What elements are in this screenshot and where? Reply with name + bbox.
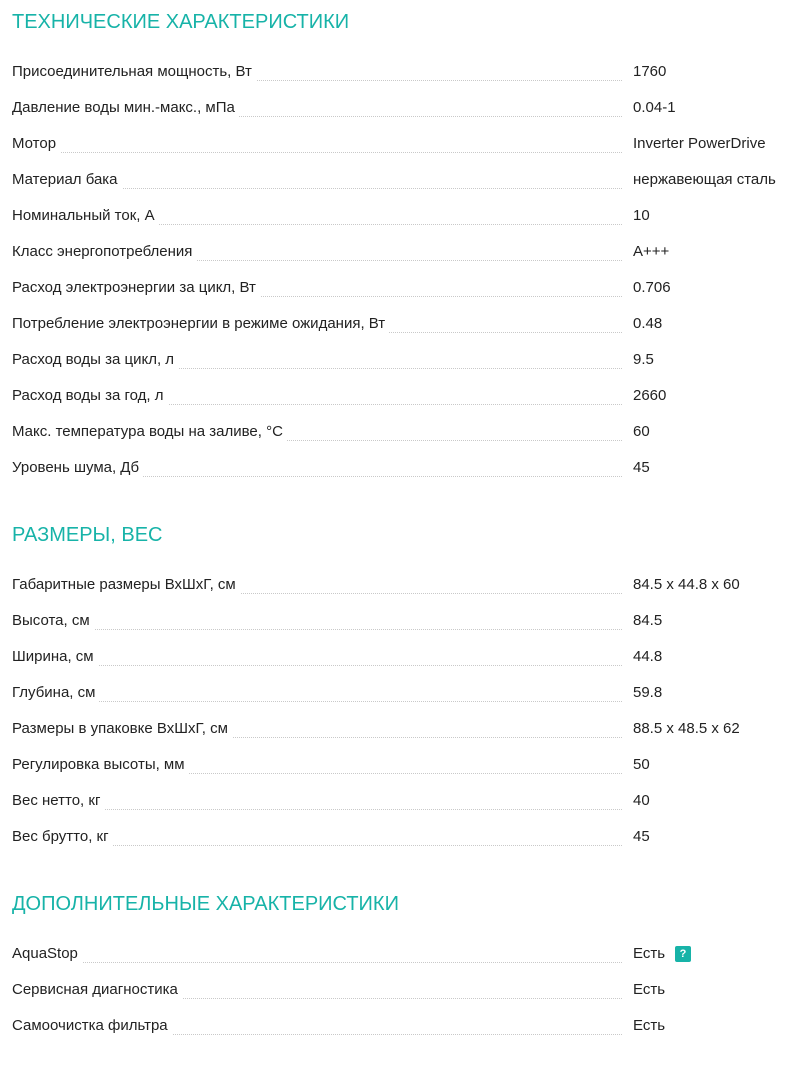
spec-name: Расход воды за год, л [12, 387, 168, 405]
help-icon[interactable]: ? [675, 946, 691, 962]
spec-value: 60 [633, 423, 650, 440]
dotted-leader [12, 152, 622, 153]
section-title-technical: ТЕХНИЧЕСКИЕ ХАРАКТЕРИСТИКИ [12, 11, 350, 33]
spec-row [12, 378, 797, 414]
spec-name: Вес нетто, кг [12, 792, 104, 810]
spec-name: Класс энергопотребления [12, 243, 196, 261]
spec-value: Есть [633, 945, 666, 962]
spec-value: Inverter PowerDrive [633, 135, 766, 152]
spec-name: AquaStop [12, 945, 82, 963]
spec-name: Макс. температура воды на заливе, °C [12, 423, 287, 441]
spec-row [12, 1008, 797, 1044]
spec-name: Номинальный ток, А [12, 207, 159, 225]
spec-row [12, 414, 797, 450]
spec-value-container [633, 945, 691, 963]
spec-name: Регулировка высоты, мм [12, 756, 189, 774]
spec-row [12, 639, 797, 675]
spec-value: 84.5 x 44.8 x 60 [633, 576, 740, 593]
spec-value: 0.706 [633, 279, 671, 296]
spec-value: Есть [633, 981, 666, 998]
spec-value: 50 [633, 756, 650, 773]
spec-name: Габаритные размеры ВхШхГ, см [12, 576, 240, 594]
spec-row [12, 972, 797, 1008]
spec-row [12, 162, 797, 198]
section-title-additional: ДОПОЛНИТЕЛЬНЫЕ ХАРАКТЕРИСТИКИ [12, 893, 399, 915]
spec-value: 9.5 [633, 351, 654, 368]
dotted-leader [12, 701, 622, 702]
spec-name: Материал бака [12, 171, 122, 189]
spec-list-technical [12, 54, 797, 486]
spec-row [12, 450, 797, 486]
spec-row [12, 819, 797, 855]
spec-row [12, 342, 797, 378]
spec-row [12, 747, 797, 783]
spec-list-dimensions [12, 567, 797, 855]
spec-value: A+++ [633, 243, 670, 260]
spec-name: Самоочистка фильтра [12, 1017, 172, 1035]
spec-value: 44.8 [633, 648, 663, 665]
spec-name: Присоединительная мощность, Вт [12, 63, 256, 81]
spec-row [12, 54, 797, 90]
spec-row [12, 567, 797, 603]
spec-row [12, 198, 797, 234]
dotted-leader [12, 665, 622, 666]
spec-name: Вес брутто, кг [12, 828, 113, 846]
spec-row [12, 711, 797, 747]
spec-name: Давление воды мин.-макс., мПа [12, 99, 239, 117]
spec-name: Размеры в упаковке ВхШхГ, см [12, 720, 232, 738]
spec-name: Расход воды за цикл, л [12, 351, 178, 369]
dotted-leader [12, 629, 622, 630]
spec-value: 0.04-1 [633, 99, 676, 116]
spec-row [12, 306, 797, 342]
spec-value: 2660 [633, 387, 667, 404]
spec-value: Есть [633, 1017, 666, 1034]
spec-value: нержавеющая сталь [633, 171, 776, 188]
section-title-dimensions: РАЗМЕРЫ, ВЕС [12, 524, 163, 546]
spec-row [12, 603, 797, 639]
spec-value: 0.48 [633, 315, 663, 332]
spec-list-additional [12, 936, 797, 1044]
spec-row [12, 675, 797, 711]
spec-name: Расход электроэнергии за цикл, Вт [12, 279, 260, 297]
spec-name: Глубина, см [12, 684, 99, 702]
spec-row [12, 270, 797, 306]
spec-name: Потребление электроэнергии в режиме ожидания, Вт [12, 315, 389, 333]
spec-name: Мотор [12, 135, 60, 153]
spec-row [12, 783, 797, 819]
spec-value: 59.8 [633, 684, 663, 701]
spec-name: Уровень шума, Дб [12, 459, 143, 477]
spec-name: Ширина, см [12, 648, 98, 666]
spec-name: Высота, см [12, 612, 94, 630]
spec-row [12, 234, 797, 270]
spec-row [12, 126, 797, 162]
spec-value: 40 [633, 792, 650, 809]
spec-value: 10 [633, 207, 650, 224]
spec-row [12, 90, 797, 126]
spec-name: Сервисная диагностика [12, 981, 182, 999]
spec-row [12, 936, 797, 972]
dotted-leader [12, 962, 622, 963]
spec-value: 1760 [633, 63, 667, 80]
spec-value: 45 [633, 828, 650, 845]
spec-value: 84.5 [633, 612, 663, 629]
spec-value: 45 [633, 459, 650, 476]
spec-value: 88.5 x 48.5 x 62 [633, 720, 740, 737]
